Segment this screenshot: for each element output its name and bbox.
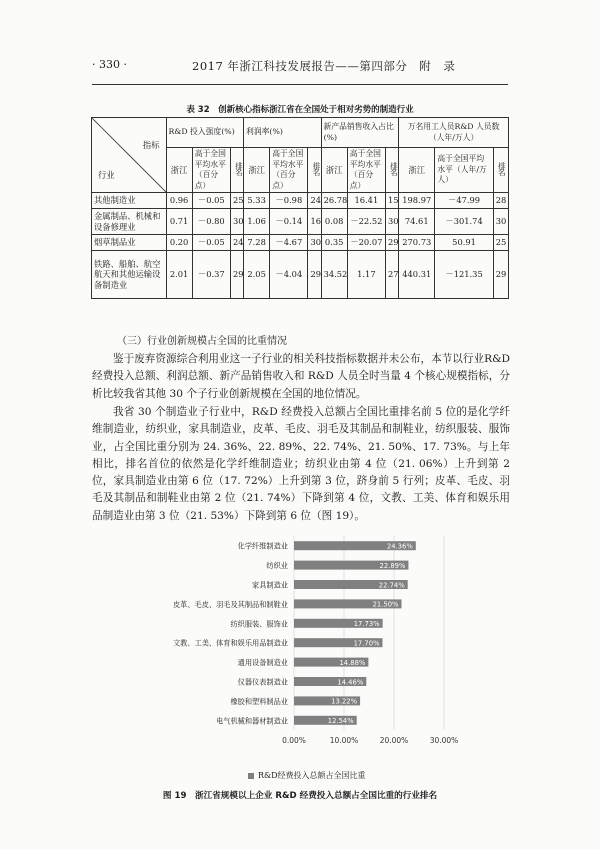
table-cell: 198.97 [399, 193, 435, 209]
group-header-rd-intensity: R&D 投入强度(%) [166, 118, 244, 148]
group-header-profit-rate: 利润率(%) [244, 118, 322, 148]
row-industry-name: 烟草制品业 [92, 235, 167, 251]
row-industry-name: 金属制品、机械和设备修理业 [92, 209, 167, 235]
table-row [92, 209, 509, 235]
category-label: 电气机械和器材制造业 [216, 716, 288, 726]
table-cell: 0.20 [166, 235, 192, 251]
table-cell: －22.52 [347, 209, 385, 235]
header-rule [92, 84, 508, 85]
table-cell: 30 [308, 235, 321, 251]
running-title: 2017 年浙江科技发展报告——第四部分 附 录 [192, 59, 456, 73]
table-cell: 50.91 [435, 235, 493, 251]
table-cell: 28 [493, 193, 508, 209]
table-row [92, 235, 509, 251]
category-label: 橡胶和塑料制品业 [230, 696, 288, 706]
table-cell: 27 [386, 251, 399, 299]
x-tick-label: 10.00% [329, 736, 359, 745]
table-cell: 30 [493, 209, 508, 235]
table-cell: －0.37 [192, 251, 230, 299]
table-cell: 2.05 [244, 251, 270, 299]
category-label: 通用设备制造业 [237, 658, 288, 668]
row-industry-name: 其他制造业 [92, 193, 167, 209]
data-label: 24.36% [386, 542, 413, 551]
section-heading: （三）行业创新规模占全国的比重情况 [117, 336, 287, 347]
table-cell: 29 [308, 251, 321, 299]
paragraph-2: 我省 30 个制造业子行业中，R&D 经费投入总额占全国比重排名前 5 位的是化学纤维制造业，纺织业，家具制造业，皮革、毛皮、羽毛及其制品和制鞋业，纺织服装、服饰业，占全国比重分别为 24. 36%、22. 89%、22. 74%、21. 50%、17. 73%。与上年相比，排名首位的依然是化学纤维制造业；纺织业由第 4 位（21. 06%）上升到第 2 位，家具制造业由第 6 位（17. 72%）上升到第 3 位，跻身前 5 行列；皮革、毛皮、羽毛及其制品和制鞋业由第 2 位（21. 74%）下降到第 4 位，文教、工美、体育和娱乐用品制造业由第 3 位（21. 53%）下降到第 6 位（图 19）。 [92, 406, 510, 522]
table-cell: －301.74 [435, 209, 493, 235]
table-cell: 24 [308, 193, 321, 209]
x-tick-label: 0.00% [282, 736, 306, 745]
table-cell: 30 [386, 209, 399, 235]
sub-header-gap: 高于全国平均水平（百分点） [270, 148, 308, 193]
table-caption: 表 32 创新核心指标浙江省在全国处于相对劣势的制造行业 [186, 105, 414, 115]
sub-header-rank: 排名 [230, 148, 243, 193]
table-cell: 15 [386, 193, 399, 209]
table-cell: 0.96 [166, 193, 192, 209]
sub-header-rank: 排名 [493, 148, 508, 193]
category-label: 纺织业 [266, 561, 288, 571]
table-cell: 2.01 [166, 251, 192, 299]
corner-header-industry: 行业 [98, 170, 115, 180]
table-cell: －4.67 [270, 235, 308, 251]
data-label: 12.54% [327, 717, 354, 726]
table-cell: 0.71 [166, 209, 192, 235]
table-cell: －20.07 [347, 235, 385, 251]
page-header [92, 58, 508, 80]
sub-header-rank: 排名 [308, 148, 321, 193]
table-cell: 16 [308, 209, 321, 235]
sub-header-zj: 浙江 [166, 148, 192, 193]
table-cell: 26.78 [321, 193, 347, 209]
table-cell: －0.05 [192, 235, 230, 251]
data-label: 22.74% [378, 581, 405, 590]
category-label: 纺织服装、服饰业 [230, 619, 288, 629]
category-label: 文教、工美、体育和娱乐用品制造业 [172, 638, 288, 648]
table-cell: －47.99 [435, 193, 493, 209]
table-row [92, 193, 509, 209]
table-cell: 5.33 [244, 193, 270, 209]
table-cell: －0.98 [270, 193, 308, 209]
corner-header-indicator: 指标 [142, 140, 160, 150]
x-tick-label: 30.00% [429, 736, 459, 745]
table-cell: 1.06 [244, 209, 270, 235]
data-label: 13.22% [331, 697, 358, 706]
table-cell: 1.17 [347, 251, 385, 299]
table-cell: 30 [230, 209, 243, 235]
legend-label: R&D经费投入总额占全国比重 [258, 771, 366, 780]
table-cell: －0.14 [270, 209, 308, 235]
sub-header-rank: 排名 [386, 148, 399, 193]
row-industry-name: 铁路、船舶、航空航天和其他运输设备制造业 [92, 251, 167, 299]
table-cell: 7.28 [244, 235, 270, 251]
sub-header-zj: 浙江 [399, 148, 435, 193]
sub-header-gap-last: 高于全国平均水平（人年/万人） [435, 148, 493, 193]
table-cell: －121.35 [435, 251, 493, 299]
data-table [91, 117, 509, 299]
figure-caption: 图 19 浙江省规模以上企业 R&D 经费投入总额占全国比重的行业排名 [162, 791, 438, 801]
table-cell: 25 [230, 193, 243, 209]
sub-header-gap: 高于全国平均水平（百分点） [192, 148, 230, 193]
bar-chart [134, 530, 474, 770]
data-label: 22.89% [379, 561, 406, 570]
table-cell: 29 [493, 251, 508, 299]
table-cell: 74.61 [399, 209, 435, 235]
category-label: 皮革、毛皮、羽毛及其制品和制鞋业 [172, 599, 288, 609]
paragraph-1: 鉴于废弃资源综合利用业这一子行业的相关科技指标数据并未公布，本节以行业R&D 经费投入总额、利润总额、新产品销售收入和 R&D 人员全时当量 4 个核心规模指标，分析比较我省其他 30 个子行业创新规模在全国的地位情况。 [92, 353, 510, 400]
x-tick-label: 20.00% [379, 736, 409, 745]
category-label: 化学纤维制造业 [237, 541, 288, 551]
table-cell: 440.31 [399, 251, 435, 299]
data-label: 17.70% [353, 639, 380, 648]
group-header-new-product: 新产品销售收入占比(%) [321, 118, 399, 148]
table-cell: 16.41 [347, 193, 385, 209]
table-cell: －0.05 [192, 193, 230, 209]
sub-header-zj: 浙江 [244, 148, 270, 193]
legend-swatch [248, 773, 254, 779]
data-label: 21.50% [372, 600, 399, 609]
page-number: · 330 · [92, 58, 127, 71]
corner-diagonal [92, 118, 166, 192]
table-cell: 29 [386, 235, 399, 251]
table-cell: 24 [230, 235, 243, 251]
category-label: 家具制造业 [252, 580, 288, 590]
group-header-rd-staff: 万名用工人员R&D 人员数（人年/万人） [399, 118, 509, 148]
table-cell: 29 [230, 251, 243, 299]
sub-header-gap: 高于全国平均水平（百分点） [347, 148, 385, 193]
sub-header-zj: 浙江 [321, 148, 347, 193]
data-label: 14.88% [339, 658, 366, 667]
data-label: 17.73% [353, 620, 380, 629]
table-cell: 0.08 [321, 209, 347, 235]
table-cell: 0.35 [321, 235, 347, 251]
table-corner [92, 118, 167, 193]
table-cell: 34.52 [321, 251, 347, 299]
table-cell: －0.80 [192, 209, 230, 235]
table-row [92, 251, 509, 299]
table-cell: 270.73 [399, 235, 435, 251]
table-cell: 25 [493, 235, 508, 251]
category-label: 仪器仪表制造业 [237, 677, 288, 687]
chart-legend [248, 770, 366, 781]
data-label: 14.46% [337, 678, 364, 687]
table-cell: －4.04 [270, 251, 308, 299]
